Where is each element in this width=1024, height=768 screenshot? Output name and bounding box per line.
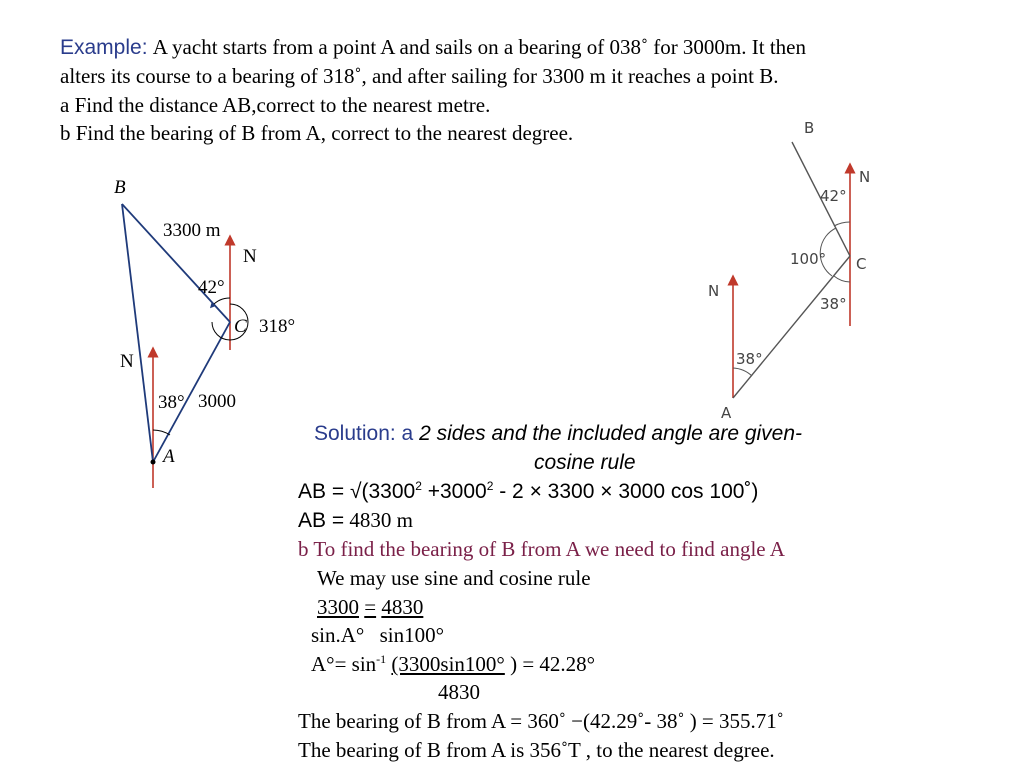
ab-exp-1: 2	[415, 479, 422, 493]
problem-line-2: alters its course to a bearing of 318˚, and after sailing for 3300 m it reaches a point B.	[60, 64, 779, 88]
left-label-b: B	[114, 177, 126, 198]
method-text: We may use sine and cosine rule	[317, 566, 591, 590]
right-diagram	[708, 119, 870, 422]
right-label-a: A	[721, 404, 732, 422]
sine-ratio-numerators	[317, 595, 423, 620]
ab-formula-part-1: AB = √(3300	[298, 480, 416, 503]
right-label-n-top: N	[859, 168, 871, 186]
ratio-den-1: sin.A°	[311, 623, 365, 647]
right-label-angle-lower: 38°	[820, 295, 847, 313]
left-label-a: A	[163, 446, 175, 467]
ab-formula-part-2: +3000	[427, 480, 487, 503]
angle-expr-part-2: (3300sin100°	[391, 652, 505, 676]
solution-rule: cosine rule	[534, 451, 636, 474]
path-ac	[733, 256, 850, 398]
point-a	[151, 460, 156, 465]
left-label-bc-length: 3300 m	[163, 220, 221, 241]
solution-label: Solution: a	[314, 422, 414, 445]
ab-result-label: AB =	[298, 509, 345, 532]
angle-expr-part-3: ) = 42.28°	[510, 652, 596, 676]
ab-formula-part-3: - 2 × 3300 × 3000 cos 100˚)	[499, 480, 759, 503]
left-label-n-top: N	[243, 246, 257, 267]
right-label-n-left: N	[708, 282, 720, 300]
side-ab	[122, 204, 153, 462]
left-label-n-left: N	[120, 351, 134, 372]
right-label-c: C	[856, 255, 867, 273]
right-label-angle-a: 38°	[736, 350, 763, 368]
angle-expr-exp: -1	[376, 652, 387, 666]
problem-text-1: A yacht starts from a point A and sails on a bearing of 038˚ for 3000m. It then	[152, 35, 807, 59]
ab-exp-2: 2	[486, 479, 494, 493]
right-label-b: B	[804, 119, 815, 137]
bearing-final: The bearing of B from A is 356˚T , to the nearest degree.	[298, 738, 775, 762]
right-arc-a	[733, 368, 752, 376]
angle-denominator: 4830	[438, 680, 480, 704]
right-arc-c-top	[834, 222, 850, 226]
ab-result-value: 4830 m	[349, 508, 413, 532]
ab-result	[298, 508, 413, 533]
ratio-num-1: 3300	[317, 595, 359, 619]
ratio-num-2: 4830	[381, 595, 424, 619]
ab-formula	[298, 480, 758, 504]
solution-heading	[314, 422, 802, 446]
ratio-eq: =	[364, 595, 377, 619]
left-label-c: C	[234, 316, 247, 337]
angle-expr-part-1: A°= sin	[311, 652, 377, 676]
left-label-ac-length: 3000	[198, 391, 236, 412]
part-b-text: b To find the bearing of B from A we need to find angle A	[298, 537, 785, 561]
left-diagram	[114, 177, 295, 488]
solution-intro: 2 sides and the included angle are given-	[419, 422, 803, 445]
right-label-angle-interior: 100°	[790, 250, 827, 268]
example-label: Example:	[60, 36, 148, 59]
bearing-calculation: The bearing of B from A = 360˚ −(42.29˚- 38˚ ) = 355.71˚	[298, 709, 784, 733]
right-label-angle-top: 42°	[820, 187, 847, 205]
right-arc-c-lower	[834, 276, 850, 282]
ratio-den-2: sin100°	[379, 623, 444, 647]
left-label-bearing-c: 318°	[259, 316, 296, 337]
problem-line-4: b Find the bearing of B from A, correct to the nearest degree.	[60, 121, 574, 145]
angle-expression	[311, 652, 595, 677]
left-label-angle-c: 42°	[198, 277, 225, 298]
problem-line-3: a Find the distance AB,correct to the nearest metre.	[60, 93, 491, 117]
sine-ratio-denominators	[311, 623, 444, 648]
left-label-angle-a: 38°	[158, 392, 185, 413]
